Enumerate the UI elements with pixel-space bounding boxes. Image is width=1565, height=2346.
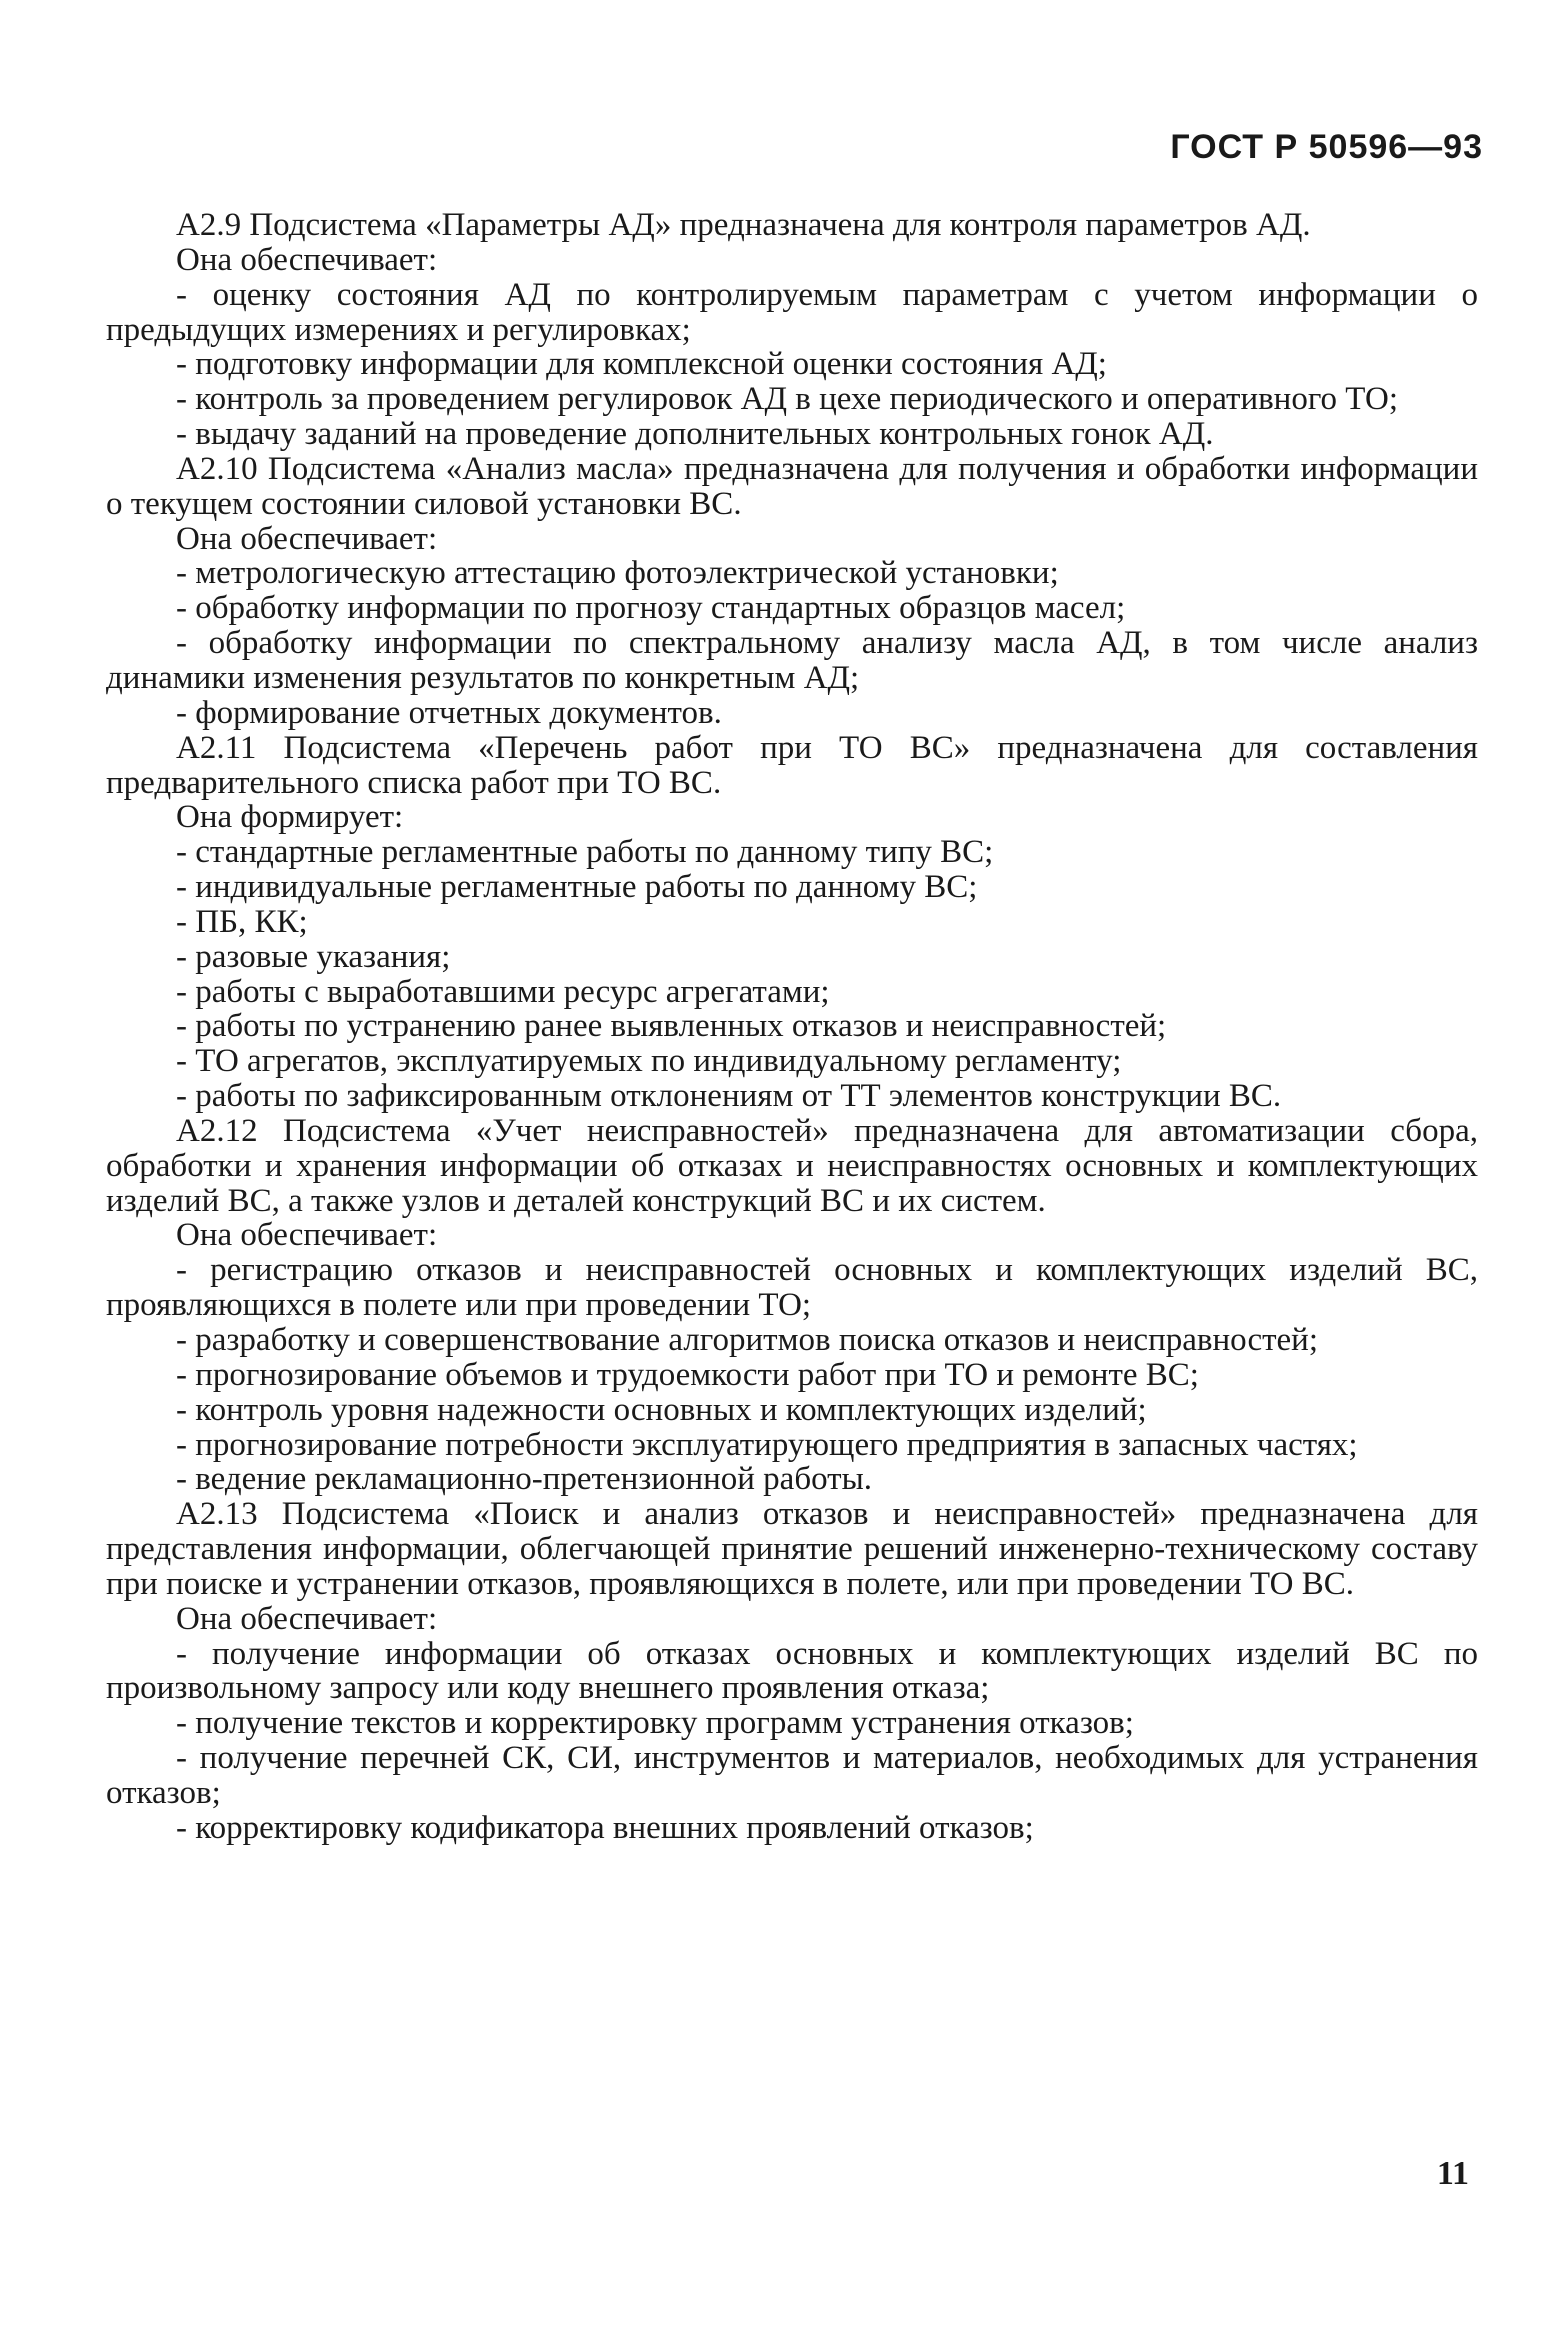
list-item: - контроль за проведением регулировок АД в цехе периодического и оперативного ТО; [176,381,1399,418]
list-item: - стандартные регламентные работы по данному типу ВС; [176,834,994,871]
paragraph-a2-10: А2.10 Подсистема «Анализ масла» предназначена для получения и обработки информации о текущем состоянии силовой установки ВС. [106,450,1478,522]
list-item: - обработку информации по прогнозу стандартных образцов масел; [176,590,1126,627]
list-item: - корректировку кодификатора внешних проявлений отказов; [176,1809,1034,1846]
list-item: - оценку состояния АД по контролируемым параметрам с учетом информации о предыдущих измерениях и регулировках; [106,276,1478,348]
paragraph-intro: Она обеспечивает: [176,520,438,557]
paragraph-intro: Она формирует: [176,799,404,836]
list-item: - индивидуальные регламентные работы по данному ВС; [176,869,978,906]
list-item: - прогнозирование потребности эксплуатирующего предприятия в запасных частях; [176,1426,1358,1463]
list-item: - формирование отчетных документов. [176,694,722,731]
page-number: 11 [1436,2155,1469,2192]
list-item: - регистрацию отказов и неисправностей основных и комплектующих изделий ВС, проявляющихся в полете или при проведении ТО; [106,1252,1478,1324]
paragraph-a2-12: А2.12 Подсистема «Учет неисправностей» предназначена для автоматизации сбора, обработки и хранения информации об отказах и неисправностях основных и комплектующих изделий ВС, а также узлов и деталей конструкций ВС и их систем. [106,1112,1478,1219]
list-item: - прогнозирование объемов и трудоемкости работ при ТО и ремонте ВС; [176,1356,1199,1393]
paragraph-a2-13: А2.13 Подсистема «Поиск и анализ отказов и неисправностей» предназначена для представления информации, облегчающей принятие решений инженерно-техническому составу при поиске и устранении отказов, проявляющихся в полете, или при проведении ТО ВС. [106,1496,1478,1602]
paragraph-intro: Она обеспечивает: [176,241,438,278]
list-item: - разработку и совершенствование алгоритмов поиска отказов и неисправностей; [176,1322,1318,1358]
list-item: - ПБ, КК; [176,903,308,940]
list-item: - обработку информации по спектральному анализу масла АД, в том числе анализ динамики изменения результатов по конкретным АД; [106,625,1478,696]
list-item: - работы по зафиксированным отклонениям от ТТ элементов конструкции ВС. [176,1078,1282,1115]
paragraph-intro: Она обеспечивает: [176,1600,438,1637]
list-item: - метрологическую аттестацию фотоэлектрической установки; [176,555,1059,592]
list-item: - работы с выработавшими ресурс агрегатами; [176,973,830,1010]
list-item: - работы по устранению ранее выявленных отказов и неисправностей; [176,1008,1167,1045]
document-body [106,208,1478,1846]
list-item: - получение информации об отказах основных и комплектующих изделий ВС по произвольному запросу или коду внешнего проявления отказа; [106,1635,1478,1707]
list-item: - ведение рекламационно-претензионной работы. [176,1461,873,1498]
list-item: - контроль уровня надежности основных и комплектующих изделий; [176,1391,1147,1428]
list-item: - разовые указания; [176,938,451,975]
list-item: - выдачу заданий на проведение дополнительных контрольных гонок АД. [176,416,1214,453]
list-item: - подготовку информации для комплексной оценки состояния АД; [176,346,1107,383]
list-item: - ТО агрегатов, эксплуатируемых по индивидуальному регламенту; [176,1043,1122,1080]
list-item: - получение текстов и корректировку программ устранения отказов; [176,1705,1134,1742]
paragraph-a2-11: А2.11 Подсистема «Перечень работ при ТО ВС» предназначена для составления предварительного списка работ при ТО ВС. [106,729,1478,801]
paragraph-a2-9: А2.9 Подсистема «Параметры АД» предназначена для контроля параметров АД. [176,207,1311,243]
document-code: ГОСТ Р 50596—93 [1170,128,1483,166]
paragraph-intro: Она обеспечивает: [176,1217,438,1254]
list-item: - получение перечней СК, СИ, инструментов и материалов, необходимых для устранения отказов; [106,1740,1478,1811]
